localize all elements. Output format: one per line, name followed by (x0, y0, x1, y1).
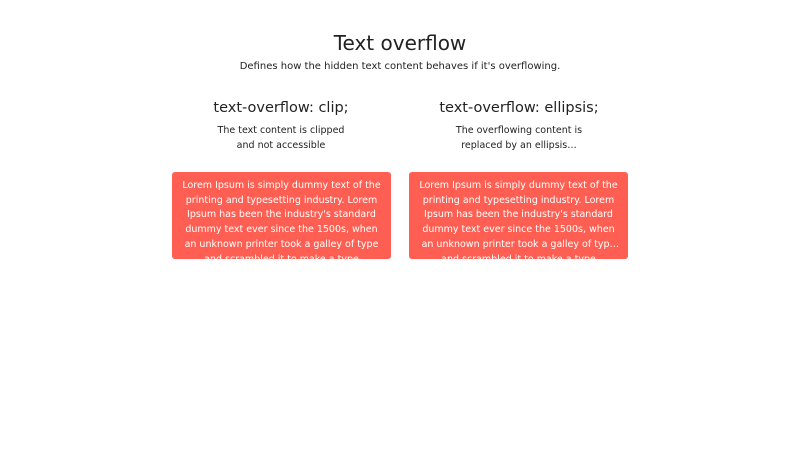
ellipsis-column (409, 98, 629, 153)
page-title: Text overflow (333, 31, 467, 55)
ellipsis-heading: text-overflow: ellipsis; (439, 100, 599, 116)
ellipsis-description: The overflowing content is replaced by an ellipsis… (455, 125, 583, 151)
clip-column (171, 98, 391, 153)
clip-demo-text: Lorem Ipsum is simply dummy text of the printing and typesetting industry. Lorem Ipsum has been the industry's standard dummy text ever since the 1500s, when an unknown printer took a galley of type and scrambled it to make a type specimen book. (182, 180, 381, 280)
ellipsis-demo-text: Lorem Ipsum is simply dummy text of the printing and typesetting industry. Lorem Ipsum has been the industry's standard dummy text ever since the 1500s, when an unknown printer took a galley of type and scrambled it to make a type specimen book. (419, 180, 618, 280)
clip-demo-box (172, 172, 391, 280)
ellipsis-demo-box (409, 172, 628, 280)
clip-heading: text-overflow: clip; (213, 100, 349, 116)
page-subtitle: Defines how the hidden text content behaves if it's overflowing. (239, 61, 561, 72)
clip-description: The text content is clipped and not accessible (217, 125, 345, 151)
